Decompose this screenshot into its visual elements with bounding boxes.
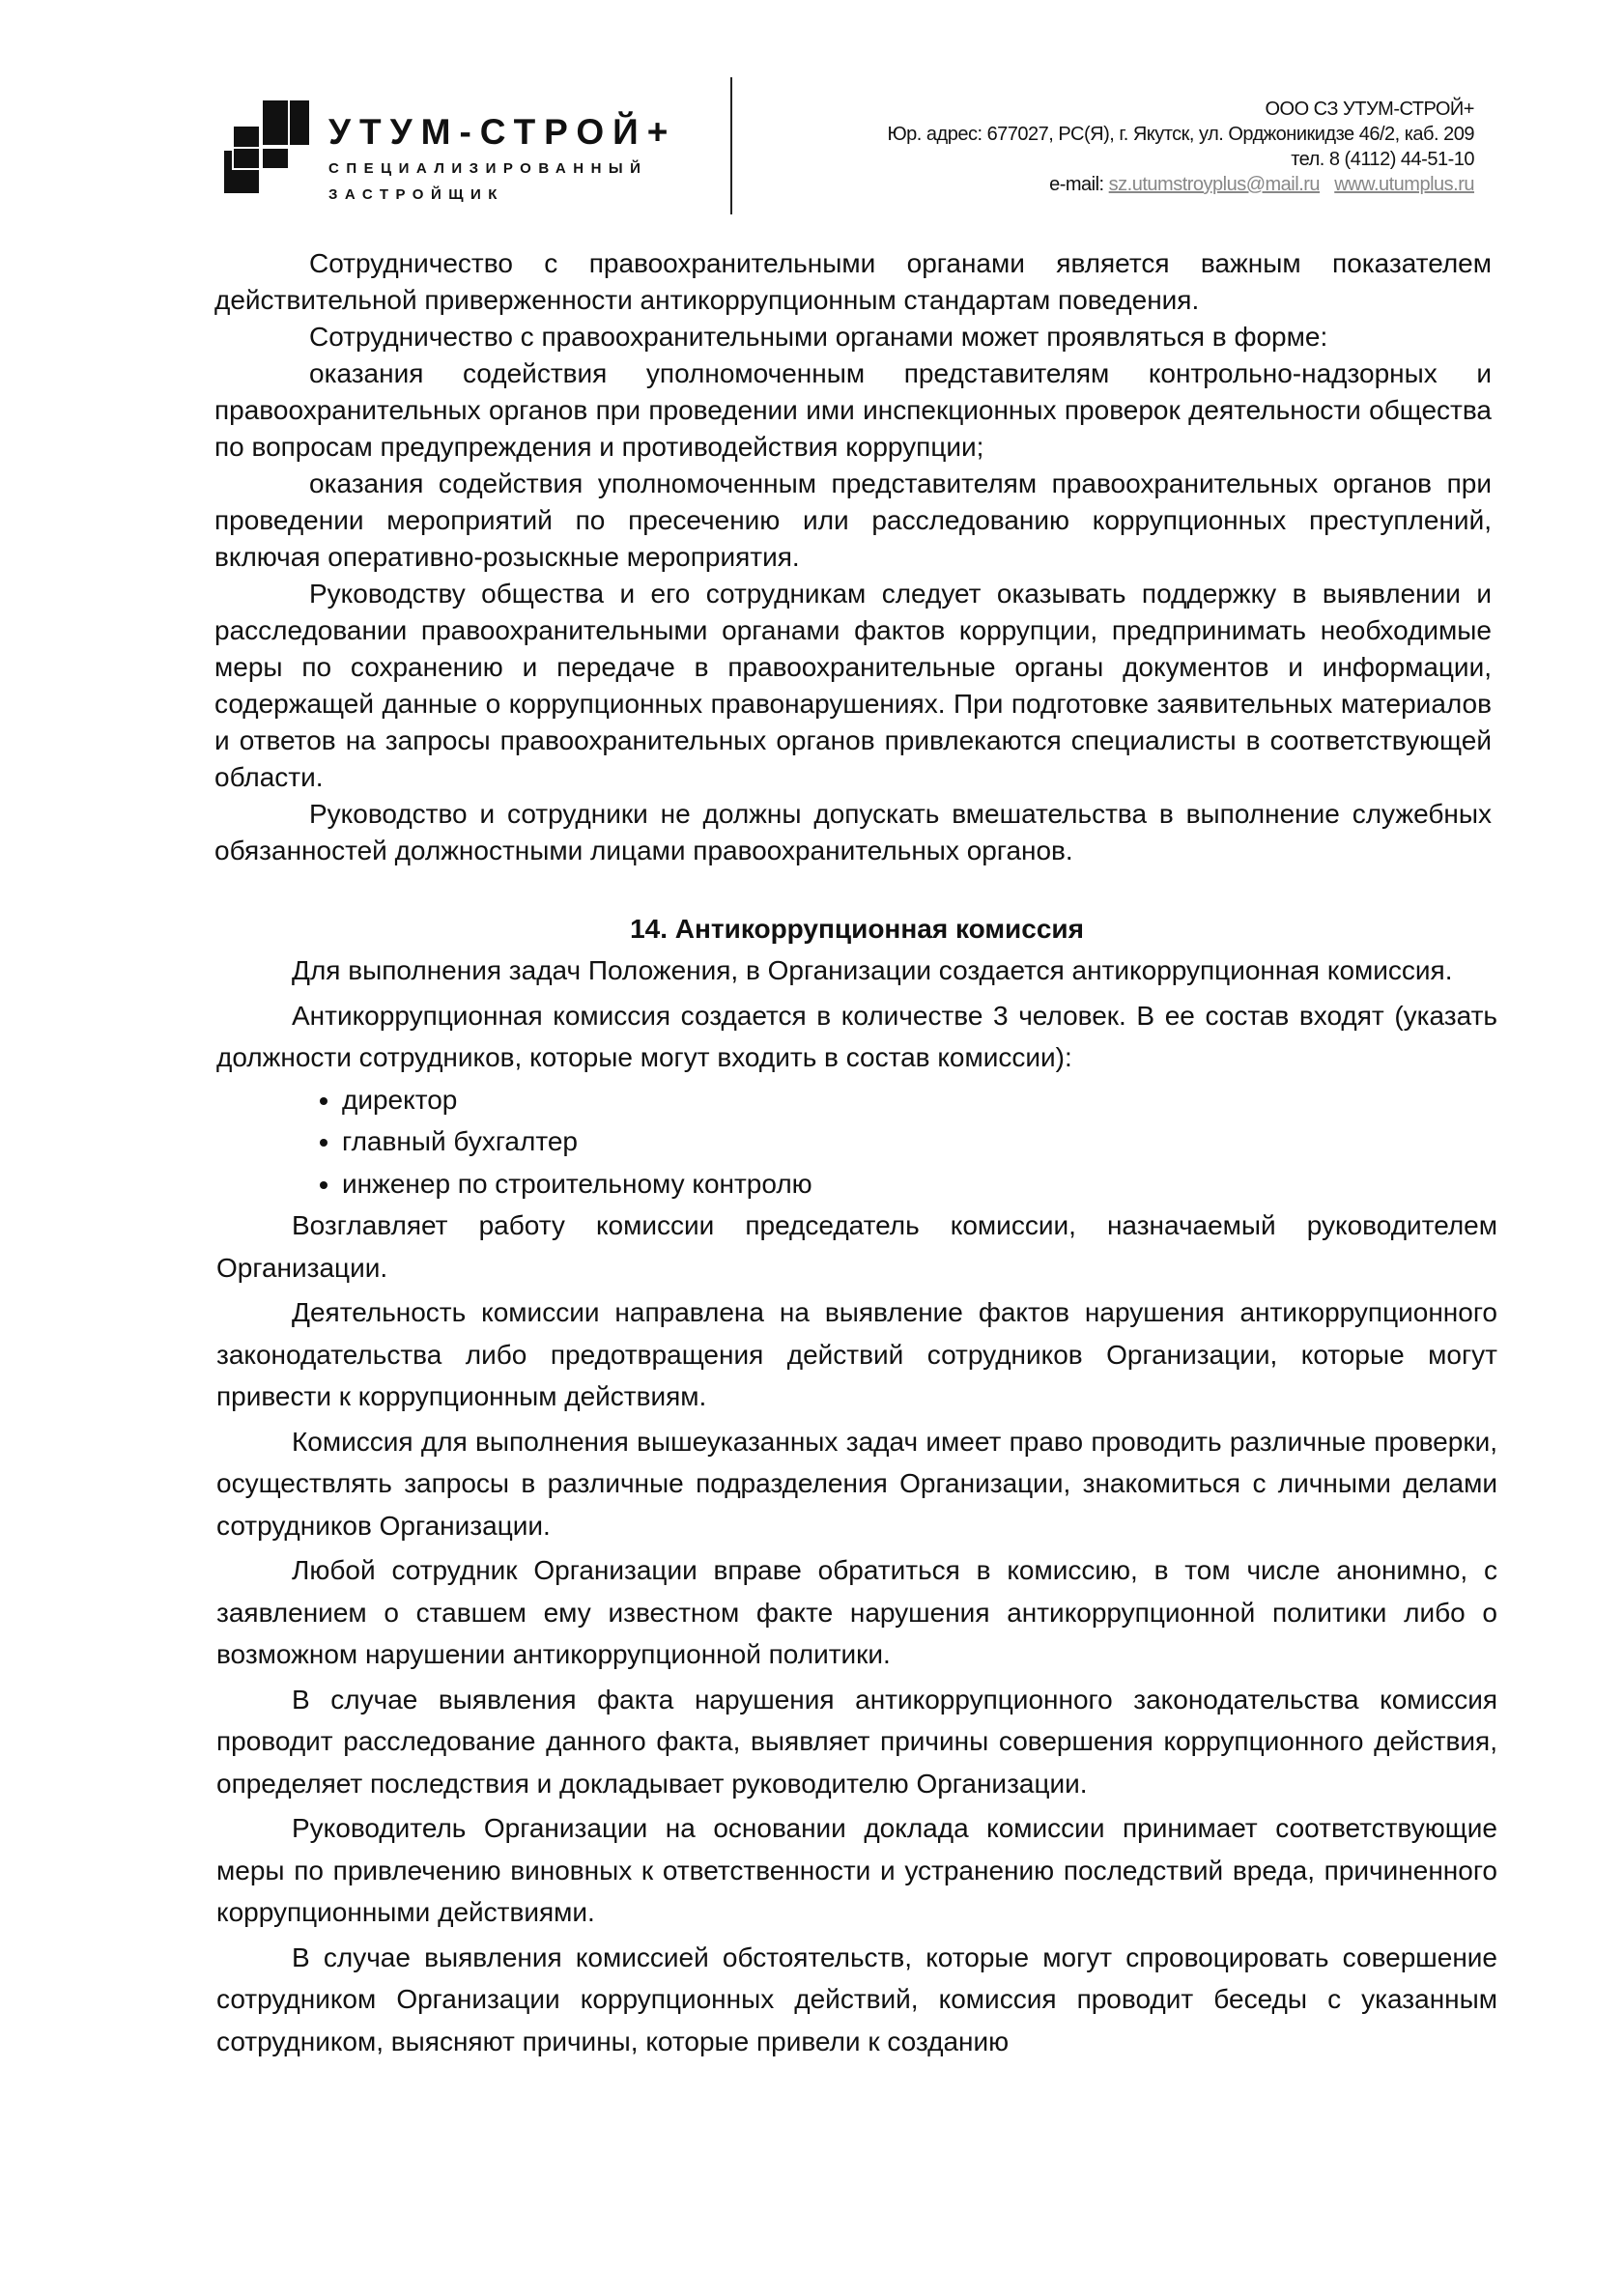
paragraph: Сотрудничество с правоохранительными органами является важным показателем действительной приверженности антикоррупционным стандартам поведения. — [214, 248, 1492, 315]
paragraph: оказания содействия уполномоченным представителям правоохранительных органов при проведении мероприятий по пресечению или расследованию коррупционных преступлений, включая оперативно-розыскные мероприятия. — [214, 468, 1492, 572]
commission-members-list — [216, 1079, 1497, 1205]
paragraph: В случае выявления комиссией обстоятельств, которые могут спровоцировать совершение сотрудником Организации коррупционных действий, комиссия проводит беседы с указанным сотрудником, выясняют причины, которые привели к созданию — [216, 1942, 1497, 2056]
phone: тел. 8 (4112) 44-51-10 — [1291, 149, 1474, 170]
paragraph: оказания содействия уполномоченным представителям контрольно-надзорных и правоохранительных органов при проведении ими инспекционных проверок деятельности общества по вопросам предупреждения и противодействия коррупции; — [214, 358, 1492, 462]
company-name: ООО СЗ УТУМ-СТРОЙ+ — [1265, 99, 1474, 120]
list-item: • директор — [342, 1079, 1497, 1121]
paragraph: Для выполнения задач Положения, в Организации создается антикоррупционная комиссия. — [292, 955, 1453, 985]
brand-subtitle-2: ЗАСТРОЙЩИК — [328, 186, 504, 203]
company-logo-icon — [224, 100, 311, 193]
brand-name: УТУМ-СТРОЙ+ — [328, 112, 677, 152]
section-heading: 14. Антикоррупционная комиссия — [630, 914, 1084, 944]
paragraph: Руководство и сотрудники не должны допускать вмешательства в выполнение служебных обязанностей должностными лицами правоохранительных органов. — [214, 799, 1492, 865]
contact-block — [887, 97, 1474, 197]
website-link[interactable]: www.utumplus.ru — [1334, 174, 1474, 195]
email-link[interactable]: sz.utumstroyplus@mail.ru — [1108, 174, 1321, 195]
paragraph: Сотрудничество с правоохранительными органами может проявляться в форме: — [309, 322, 1328, 352]
paragraph: Любой сотрудник Организации вправе обратиться в комиссию, в том числе анонимно, с заявлением о ставшем ему известном факте нарушения антикоррупционной политики либо о возможном нарушении антикоррупционной политики. — [216, 1555, 1497, 1669]
section-14 — [216, 908, 1497, 2062]
email-label: e-mail: — [1049, 174, 1104, 195]
list-item: • инженер по строительному контролю — [342, 1163, 1497, 1205]
paragraph: Возглавляет работу комиссии председатель комиссии, назначаемый руководителем Организации. — [216, 1210, 1497, 1283]
header-divider — [730, 77, 732, 214]
list-item: • главный бухгалтер — [342, 1120, 1497, 1163]
paragraph: Руководитель Организации на основании доклада комиссии принимает соответствующие меры по привлечению виновных к ответственности и устранению последствий вреда, причиненного коррупционными действиями. — [216, 1813, 1497, 1927]
paragraph: В случае выявления факта нарушения антикоррупционного законодательства комиссия проводит расследование данного факта, выявляет причины совершения коррупционного действия, определяет последствия и докладывает руководителю Организации. — [216, 1684, 1497, 1799]
section-13-text — [214, 245, 1492, 869]
paragraph: Деятельность комиссии направлена на выявление фактов нарушения антикоррупционного законодательства либо предотвращения действий сотрудников Организации, которые могут привести к коррупционным действиям. — [216, 1297, 1497, 1411]
brand-block — [328, 112, 676, 205]
paragraph: Антикоррупционная комиссия создается в количестве 3 человек. В ее состав входят (указать должности сотрудников, которые могут входить в состав комиссии): — [216, 1000, 1497, 1072]
paragraph: Комиссия для выполнения вышеуказанных задач имеет право проводить различные проверки, осуществлять запросы в различные подразделения Организации, знакомиться с личными делами сотрудников Организации. — [216, 1426, 1497, 1541]
paragraph: Руководству общества и его сотрудникам следует оказывать поддержку в выявлении и расследовании правоохранительными органами фактов коррупции, предпринимать необходимые меры по сохранению и передаче в правоохранительные органы документов и информации, содержащей данные о коррупционных правонарушениях. При подготовке заявительных материалов и ответов на запросы правоохранительных органов привлекаются специалисты в соответствующей области. — [214, 579, 1492, 792]
legal-address: Юр. адрес: 677027, РС(Я), г. Якутск, ул. Орджоникидзе 46/2, каб. 209 — [887, 124, 1474, 145]
brand-subtitle-1: СПЕЦИАЛИЗИРОВАННЫЙ — [328, 160, 648, 177]
